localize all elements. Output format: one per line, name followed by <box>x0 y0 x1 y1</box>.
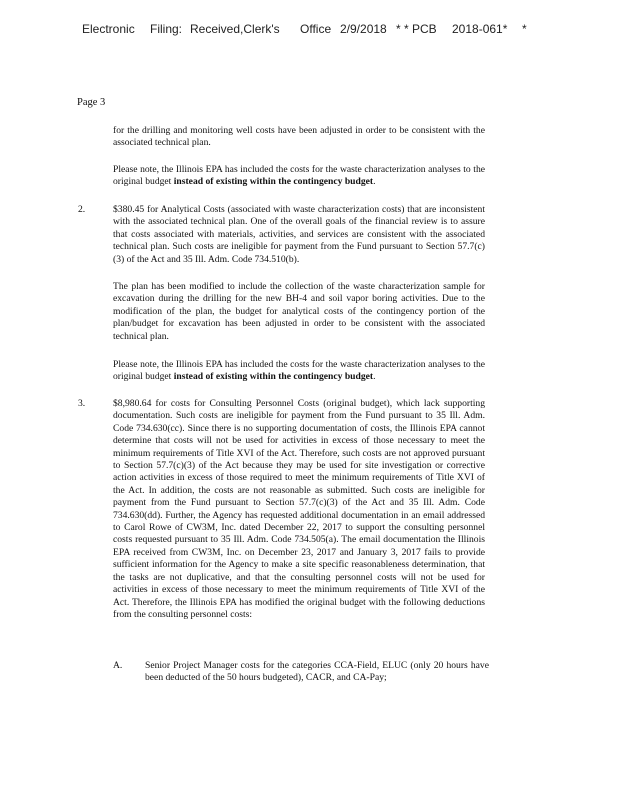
item-number-3: 3. <box>78 398 86 409</box>
note-2-emphasis: instead of existing within the contingency budget <box>173 371 374 383</box>
stamp-tail: * <box>522 22 527 36</box>
stamp-marks: * * PCB <box>396 22 437 36</box>
item-letter-a: A. <box>113 660 123 671</box>
stamp-word-received: Received,Clerk's <box>190 22 280 36</box>
paragraph-note-1 <box>113 164 485 189</box>
page-label: Page 3 <box>77 97 106 108</box>
paragraph-plan-modified: The plan has been modified to include the collection of the waste characterization sample for excavation during the drilling for the new BH-4 and soil vapor boring activities. Due to the modification of the plan, the budget for analytical costs of the contingency portion of the plan/budget for excavation has been adjusted in order to be consistent with the associated technical plan. <box>113 281 485 342</box>
stamp-date: 2/9/2018 <box>340 22 387 36</box>
stamp-word-electronic: Electronic <box>82 22 135 36</box>
stamp-docket: 2018-061* <box>452 22 508 36</box>
note-1-text: Please note, the Illinois EPA has included the costs for the waste characterization analyses to the original budget <box>113 164 485 188</box>
note-1-end: . <box>373 176 376 188</box>
stamp-word-office: Office <box>300 22 332 36</box>
stamp-word-filing: Filing: <box>150 22 183 36</box>
paragraph-note-2 <box>113 359 485 384</box>
item-2-text: $380.45 for Analytical Costs (associated with waste characterization costs) that are inconsistent with the associated technical plan. One of the overall goals of the financial review is to assure that costs associated with materials, activities, and services are consistent with the associated technical plan. Such costs are ineligible for payment from the Fund pursuant to Section 57.7(c)(3) of the Act and 35 Ill. Adm. Code 734.510(b). <box>113 204 485 265</box>
note-1-emphasis: instead of existing within the contingency budget <box>173 176 374 188</box>
item-number-2: 2. <box>78 204 86 215</box>
item-3-text: $8,980.64 for costs for Consulting Personnel Costs (original budget), which lack supporting documentation. Such costs are ineligible for payment from the Fund pursuant to 35 Ill. Adm. Code 734.630(cc). Since there is no supporting documentation of costs, the Illinois EPA cannot determine that costs will not be used for activities in excess of those necessary to meet the minimum requirements of Title XVI of the Act. Therefore, such costs are not approved pursuant to Section 57.7(c)(3) of the Act because they may be used for site investigation or corrective action activities in excess of those required to meet the minimum requirements of Title XVI of the Act. In addition, the costs are not reasonable as submitted. Such costs are ineligible for payment from the Fund pursuant to Section 57.7(c)(3) of the Act and 35 Ill. Adm. Code 734.630(dd). Further, the Agency has requested additional documentation in an email addressed to Carol Rowe of CW3M, Inc. dated December 22, 2017 to support the consulting personnel costs requested pursuant to 35 Ill. Adm. Code 734.505(a). The email documentation the Illinois EPA received from CW3M, Inc. on December 23, 2017 and January 3, 2017 fails to provide sufficient information for the Agency to make a site specific reasonableness determination, that the tasks are not duplicative, and that the consulting personnel costs will not be used for activities in excess of those necessary to meet the minimum requirements of Title XVI of the Act. Therefore, the Illinois EPA has modified the original budget with the following deductions from the consulting personnel costs: <box>113 398 485 620</box>
note-2-text: Please note, the Illinois EPA has included the costs for the waste characterization analyses to the original budget <box>113 359 485 383</box>
note-2-end: . <box>373 371 376 383</box>
item-a-text: Senior Project Manager costs for the categories CCA-Field, ELUC (only 20 hours have been deducted of the 50 hours budgeted), CACR, and CA-Pay; <box>145 660 489 684</box>
paragraph-continuation: for the drilling and monitoring well costs have been adjusted in order to be consistent with the associated technical plan. <box>113 125 485 149</box>
